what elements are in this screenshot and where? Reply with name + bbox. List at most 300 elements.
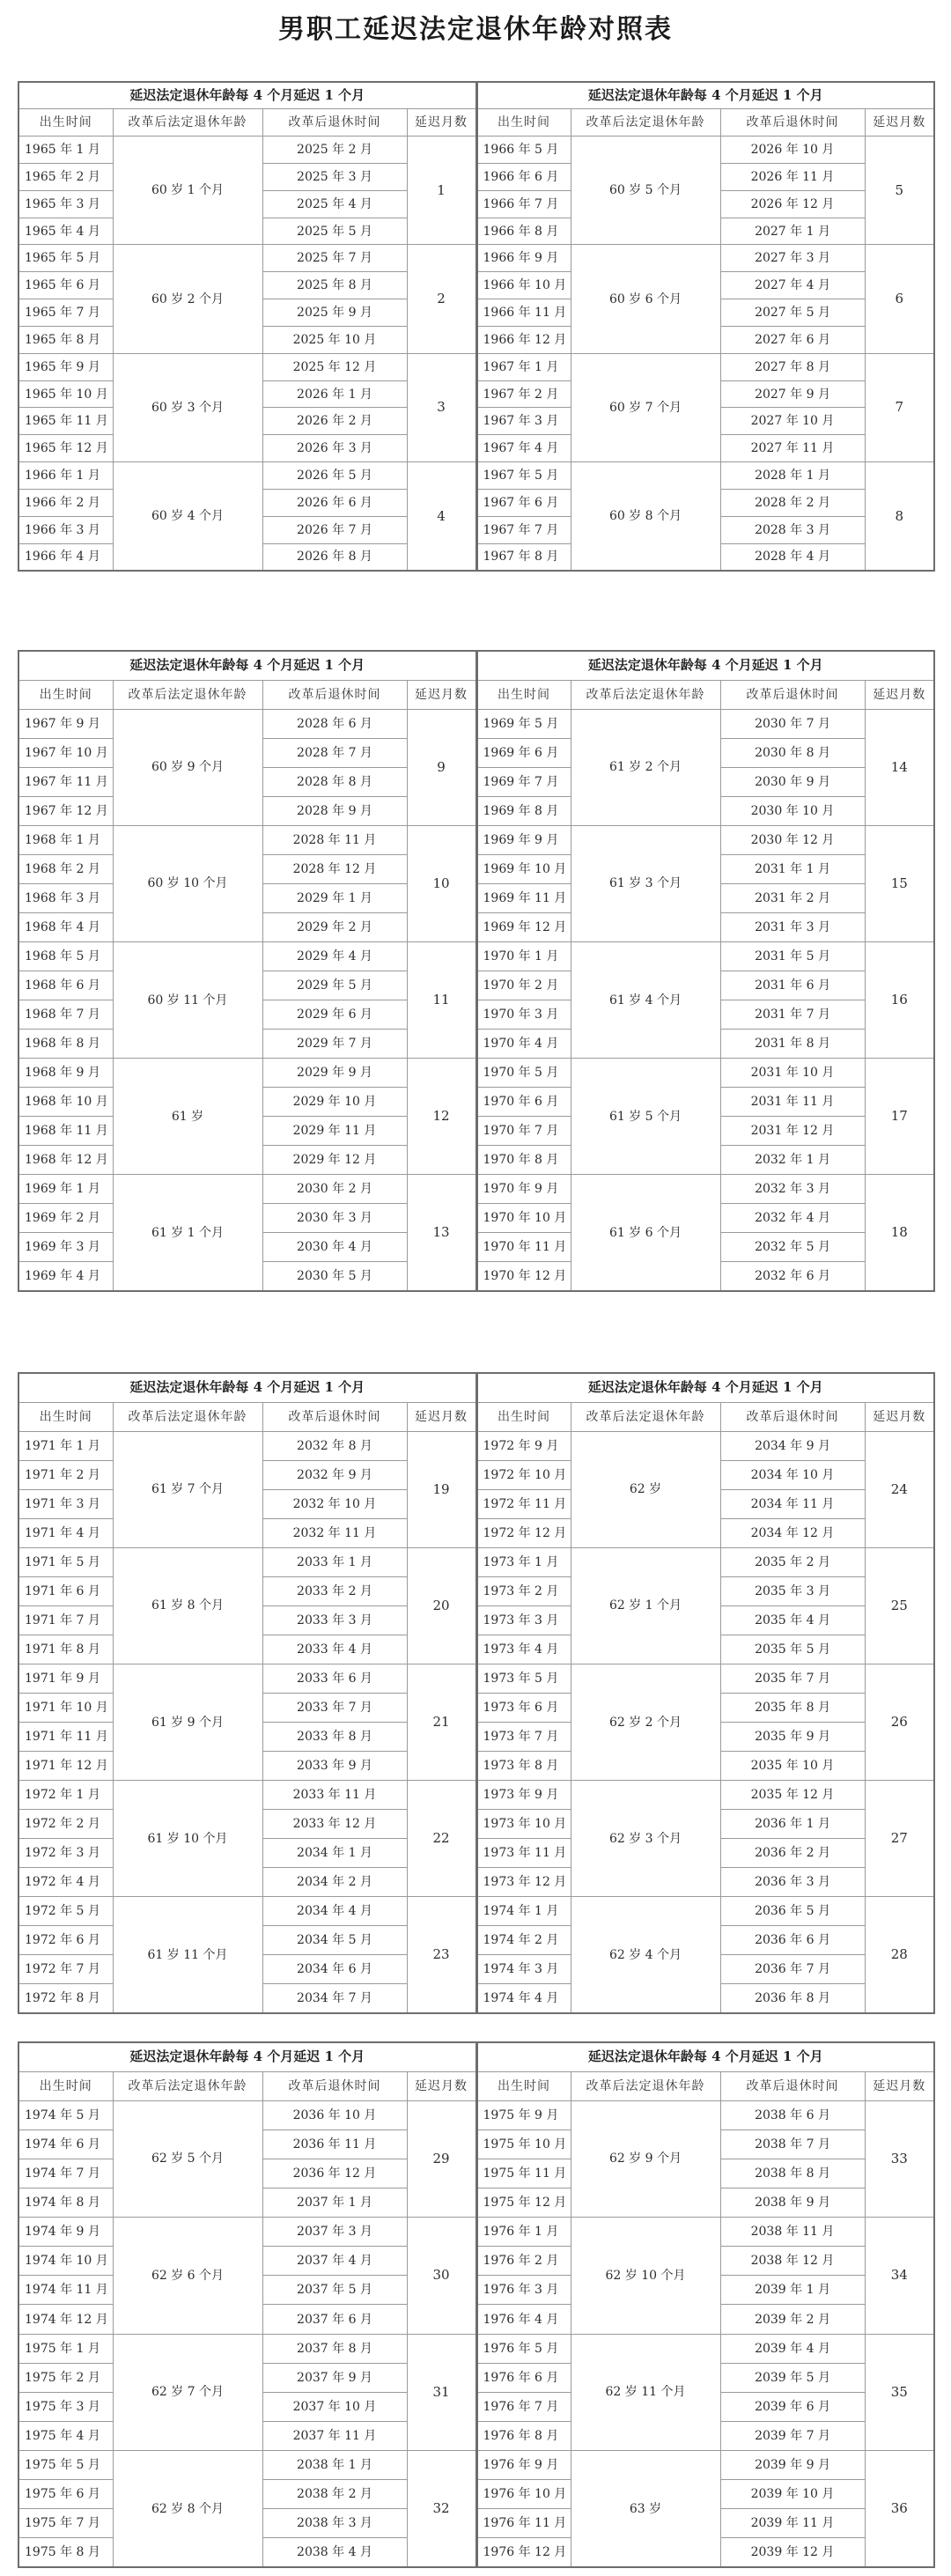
retirement-time-cell: 2034 年 9 月 xyxy=(720,1431,865,1460)
retirement-time-cell: 2032 年 5 月 xyxy=(720,1233,865,1262)
birth-date-cell: 1974 年 5 月 xyxy=(18,2100,113,2129)
birth-date-cell: 1965 年 2 月 xyxy=(18,163,113,190)
retirement-time-cell: 2033 年 9 月 xyxy=(262,1752,407,1781)
column-header-row xyxy=(18,1402,934,1431)
retirement-time-cell: 2027 年 9 月 xyxy=(720,380,865,408)
retirement-time-cell: 2037 年 4 月 xyxy=(262,2247,407,2276)
retirement-time-cell: 2035 年 2 月 xyxy=(720,1547,865,1576)
retirement-time-cell: 2038 年 8 月 xyxy=(720,2159,865,2188)
birth-date-cell: 1969 年 9 月 xyxy=(476,825,571,854)
retirement-time-cell: 2026 年 11 月 xyxy=(720,163,865,190)
delay-months-cell: 28 xyxy=(865,1897,934,2013)
retirement-time-cell: 2038 年 12 月 xyxy=(720,2247,865,2276)
retirement-time-cell: 2028 年 4 月 xyxy=(720,543,865,571)
table-row xyxy=(18,2100,934,2129)
retirement-time-cell: 2029 年 11 月 xyxy=(262,1117,407,1146)
table-row xyxy=(18,2334,934,2363)
column-header-birth: 出生时间 xyxy=(18,2071,113,2100)
retirement-time-cell: 2035 年 8 月 xyxy=(720,1694,865,1723)
birth-date-cell: 1969 年 5 月 xyxy=(476,709,571,738)
retirement-time-cell: 2029 年 12 月 xyxy=(262,1146,407,1175)
retirement-time-cell: 2026 年 10 月 xyxy=(720,137,865,164)
retirement-time-cell: 2036 年 11 月 xyxy=(262,2129,407,2159)
birth-date-cell: 1971 年 12 月 xyxy=(18,1752,113,1781)
birth-date-cell: 1971 年 6 月 xyxy=(18,1576,113,1605)
birth-date-cell: 1970 年 11 月 xyxy=(476,1233,571,1262)
retirement-age-cell: 62 岁 9 个月 xyxy=(571,2100,720,2217)
birth-date-cell: 1971 年 3 月 xyxy=(18,1489,113,1518)
birth-date-cell: 1967 年 4 月 xyxy=(476,435,571,462)
retirement-time-cell: 2037 年 3 月 xyxy=(262,2218,407,2247)
birth-date-cell: 1975 年 6 月 xyxy=(18,2480,113,2509)
delay-months-cell: 9 xyxy=(407,709,476,825)
banner-cell: 延迟法定退休年龄每 4 个月延迟 1 个月 xyxy=(18,2042,476,2071)
column-header-age: 改革后法定退休年龄 xyxy=(571,1402,720,1431)
birth-date-cell: 1969 年 4 月 xyxy=(18,1262,113,1291)
delay-months-cell: 5 xyxy=(865,137,934,245)
birth-date-cell: 1969 年 12 月 xyxy=(476,912,571,941)
retirement-time-cell: 2031 年 2 月 xyxy=(720,883,865,912)
retirement-time-cell: 2038 年 3 月 xyxy=(262,2509,407,2538)
birth-date-cell: 1973 年 5 月 xyxy=(476,1664,571,1693)
birth-date-cell: 1966 年 6 月 xyxy=(476,163,571,190)
birth-date-cell: 1974 年 4 月 xyxy=(476,1984,571,2013)
retirement-age-cell: 61 岁 3 个月 xyxy=(571,825,720,941)
retirement-time-cell: 2036 年 12 月 xyxy=(262,2159,407,2188)
birth-date-cell: 1966 年 10 月 xyxy=(476,272,571,299)
retirement-time-cell: 2029 年 2 月 xyxy=(262,912,407,941)
birth-date-cell: 1973 年 1 月 xyxy=(476,1547,571,1576)
birth-date-cell: 1965 年 7 月 xyxy=(18,299,113,327)
birth-date-cell: 1965 年 12 月 xyxy=(18,435,113,462)
retirement-time-cell: 2028 年 6 月 xyxy=(262,709,407,738)
retirement-time-cell: 2035 年 3 月 xyxy=(720,1576,865,1605)
birth-date-cell: 1972 年 7 月 xyxy=(18,1955,113,1984)
table-row xyxy=(18,137,934,164)
retirement-table xyxy=(18,81,935,572)
banner-cell: 延迟法定退休年龄每 4 个月延迟 1 个月 xyxy=(18,82,476,109)
birth-date-cell: 1970 年 1 月 xyxy=(476,941,571,971)
delay-months-cell: 13 xyxy=(407,1175,476,1291)
birth-date-cell: 1972 年 11 月 xyxy=(476,1489,571,1518)
birth-date-cell: 1968 年 3 月 xyxy=(18,883,113,912)
retirement-time-cell: 2031 年 7 月 xyxy=(720,1000,865,1030)
column-header-months: 延迟月数 xyxy=(865,109,934,137)
birth-date-cell: 1975 年 12 月 xyxy=(476,2188,571,2218)
banner-cell: 延迟法定退休年龄每 4 个月延迟 1 个月 xyxy=(476,651,934,680)
retirement-time-cell: 2039 年 11 月 xyxy=(720,2509,865,2538)
birth-date-cell: 1971 年 10 月 xyxy=(18,1694,113,1723)
retirement-age-cell: 60 岁 10 个月 xyxy=(113,825,262,941)
column-header-time: 改革后退休时间 xyxy=(720,1402,865,1431)
birth-date-cell: 1972 年 1 月 xyxy=(18,1781,113,1810)
birth-date-cell: 1967 年 1 月 xyxy=(476,353,571,380)
table-row xyxy=(18,462,934,490)
birth-date-cell: 1975 年 11 月 xyxy=(476,2159,571,2188)
retirement-time-cell: 2031 年 1 月 xyxy=(720,854,865,883)
table-row xyxy=(18,2451,934,2480)
birth-date-cell: 1975 年 8 月 xyxy=(18,2538,113,2567)
retirement-time-cell: 2036 年 5 月 xyxy=(720,1897,865,1926)
retirement-time-cell: 2026 年 7 月 xyxy=(262,516,407,543)
birth-date-cell: 1972 年 8 月 xyxy=(18,1984,113,2013)
birth-date-cell: 1968 年 9 月 xyxy=(18,1059,113,1088)
retirement-time-cell: 2032 年 4 月 xyxy=(720,1204,865,1233)
retirement-age-cell: 61 岁 6 个月 xyxy=(571,1175,720,1291)
retirement-time-cell: 2031 年 8 月 xyxy=(720,1030,865,1059)
birth-date-cell: 1967 年 12 月 xyxy=(18,796,113,825)
birth-date-cell: 1976 年 11 月 xyxy=(476,2509,571,2538)
retirement-age-cell: 62 岁 xyxy=(571,1431,720,1547)
delay-months-cell: 24 xyxy=(865,1431,934,1547)
birth-date-cell: 1970 年 6 月 xyxy=(476,1088,571,1117)
retirement-time-cell: 2036 年 1 月 xyxy=(720,1810,865,1839)
column-header-row xyxy=(18,2071,934,2100)
retirement-time-cell: 2025 年 7 月 xyxy=(262,245,407,272)
column-header-months: 延迟月数 xyxy=(865,680,934,709)
retirement-time-cell: 2033 年 12 月 xyxy=(262,1810,407,1839)
retirement-time-cell: 2031 年 12 月 xyxy=(720,1117,865,1146)
column-header-time: 改革后退休时间 xyxy=(262,680,407,709)
birth-date-cell: 1968 年 5 月 xyxy=(18,941,113,971)
retirement-age-cell: 60 岁 11 个月 xyxy=(113,941,262,1058)
retirement-age-cell: 62 岁 3 个月 xyxy=(571,1781,720,1897)
birth-date-cell: 1969 年 6 月 xyxy=(476,738,571,767)
delay-months-cell: 22 xyxy=(407,1781,476,1897)
birth-date-cell: 1975 年 7 月 xyxy=(18,2509,113,2538)
retirement-time-cell: 2029 年 10 月 xyxy=(262,1088,407,1117)
retirement-time-cell: 2028 年 2 月 xyxy=(720,489,865,516)
birth-date-cell: 1973 年 7 月 xyxy=(476,1723,571,1752)
retirement-time-cell: 2028 年 9 月 xyxy=(262,796,407,825)
birth-date-cell: 1976 年 7 月 xyxy=(476,2392,571,2421)
birth-date-cell: 1965 年 10 月 xyxy=(18,380,113,408)
birth-date-cell: 1965 年 11 月 xyxy=(18,408,113,435)
retirement-time-cell: 2033 年 11 月 xyxy=(262,1781,407,1810)
retirement-age-cell: 62 岁 1 个月 xyxy=(571,1547,720,1664)
delay-months-cell: 11 xyxy=(407,941,476,1058)
birth-date-cell: 1973 年 3 月 xyxy=(476,1605,571,1635)
table-row xyxy=(18,245,934,272)
retirement-time-cell: 2039 年 6 月 xyxy=(720,2392,865,2421)
retirement-time-cell: 2032 年 3 月 xyxy=(720,1175,865,1204)
retirement-age-cell: 62 岁 5 个月 xyxy=(113,2100,262,2217)
retirement-age-cell: 60 岁 5 个月 xyxy=(571,137,720,245)
retirement-age-cell: 61 岁 xyxy=(113,1059,262,1175)
retirement-time-cell: 2030 年 3 月 xyxy=(262,1204,407,1233)
delay-months-cell: 32 xyxy=(407,2451,476,2567)
retirement-time-cell: 2031 年 5 月 xyxy=(720,941,865,971)
retirement-time-cell: 2026 年 12 月 xyxy=(720,190,865,218)
retirement-table-block-4 xyxy=(18,2041,933,2566)
birth-date-cell: 1974 年 11 月 xyxy=(18,2276,113,2305)
birth-date-cell: 1974 年 2 月 xyxy=(476,1926,571,1955)
retirement-time-cell: 2035 年 12 月 xyxy=(720,1781,865,1810)
delay-months-cell: 27 xyxy=(865,1781,934,1897)
retirement-time-cell: 2033 年 6 月 xyxy=(262,1664,407,1693)
retirement-time-cell: 2036 年 7 月 xyxy=(720,1955,865,1984)
birth-date-cell: 1972 年 4 月 xyxy=(18,1868,113,1897)
retirement-time-cell: 2028 年 12 月 xyxy=(262,854,407,883)
retirement-time-cell: 2025 年 4 月 xyxy=(262,190,407,218)
delay-months-cell: 20 xyxy=(407,1547,476,1664)
delay-months-cell: 1 xyxy=(407,137,476,245)
birth-date-cell: 1975 年 10 月 xyxy=(476,2129,571,2159)
retirement-time-cell: 2029 年 1 月 xyxy=(262,883,407,912)
retirement-table xyxy=(18,650,935,1292)
retirement-time-cell: 2027 年 10 月 xyxy=(720,408,865,435)
birth-date-cell: 1974 年 1 月 xyxy=(476,1897,571,1926)
retirement-age-cell: 61 岁 8 个月 xyxy=(113,1547,262,1664)
column-header-time: 改革后退休时间 xyxy=(262,1402,407,1431)
birth-date-cell: 1974 年 6 月 xyxy=(18,2129,113,2159)
birth-date-cell: 1975 年 5 月 xyxy=(18,2451,113,2480)
retirement-age-cell: 62 岁 4 个月 xyxy=(571,1897,720,2013)
birth-date-cell: 1976 年 10 月 xyxy=(476,2480,571,2509)
column-header-age: 改革后法定退休年龄 xyxy=(113,2071,262,2100)
retirement-table xyxy=(18,2041,935,2568)
delay-months-cell: 2 xyxy=(407,245,476,353)
birth-date-cell: 1965 年 3 月 xyxy=(18,190,113,218)
retirement-time-cell: 2030 年 5 月 xyxy=(262,1262,407,1291)
retirement-time-cell: 2033 年 7 月 xyxy=(262,1694,407,1723)
column-header-months: 延迟月数 xyxy=(407,1402,476,1431)
column-header-birth: 出生时间 xyxy=(476,109,571,137)
retirement-time-cell: 2026 年 3 月 xyxy=(262,435,407,462)
birth-date-cell: 1968 年 10 月 xyxy=(18,1088,113,1117)
birth-date-cell: 1976 年 1 月 xyxy=(476,2218,571,2247)
birth-date-cell: 1966 年 2 月 xyxy=(18,489,113,516)
retirement-time-cell: 2027 年 6 月 xyxy=(720,326,865,353)
birth-date-cell: 1967 年 3 月 xyxy=(476,408,571,435)
delay-months-cell: 29 xyxy=(407,2100,476,2217)
birth-date-cell: 1976 年 8 月 xyxy=(476,2421,571,2450)
table-row xyxy=(18,1664,934,1693)
retirement-time-cell: 2026 年 6 月 xyxy=(262,489,407,516)
retirement-time-cell: 2038 年 2 月 xyxy=(262,2480,407,2509)
column-header-birth: 出生时间 xyxy=(18,109,113,137)
retirement-time-cell: 2025 年 8 月 xyxy=(262,272,407,299)
birth-date-cell: 1976 年 2 月 xyxy=(476,2247,571,2276)
birth-date-cell: 1965 年 4 月 xyxy=(18,218,113,245)
birth-date-cell: 1970 年 5 月 xyxy=(476,1059,571,1088)
retirement-time-cell: 2025 年 5 月 xyxy=(262,218,407,245)
column-header-time: 改革后退休时间 xyxy=(262,109,407,137)
retirement-time-cell: 2027 年 3 月 xyxy=(720,245,865,272)
retirement-time-cell: 2035 年 10 月 xyxy=(720,1752,865,1781)
birth-date-cell: 1968 年 11 月 xyxy=(18,1117,113,1146)
retirement-time-cell: 2029 年 7 月 xyxy=(262,1030,407,1059)
retirement-age-cell: 60 岁 8 个月 xyxy=(571,462,720,571)
retirement-time-cell: 2037 年 8 月 xyxy=(262,2334,407,2363)
birth-date-cell: 1973 年 9 月 xyxy=(476,1781,571,1810)
retirement-time-cell: 2026 年 1 月 xyxy=(262,380,407,408)
retirement-time-cell: 2033 年 4 月 xyxy=(262,1635,407,1664)
delay-months-cell: 7 xyxy=(865,353,934,461)
birth-date-cell: 1970 年 9 月 xyxy=(476,1175,571,1204)
birth-date-cell: 1976 年 9 月 xyxy=(476,2451,571,2480)
retirement-time-cell: 2038 年 6 月 xyxy=(720,2100,865,2129)
table-row xyxy=(18,1897,934,1926)
retirement-time-cell: 2036 年 2 月 xyxy=(720,1839,865,1868)
retirement-age-cell: 62 岁 6 个月 xyxy=(113,2218,262,2334)
birth-date-cell: 1971 年 5 月 xyxy=(18,1547,113,1576)
birth-date-cell: 1968 年 7 月 xyxy=(18,1000,113,1030)
retirement-time-cell: 2032 年 10 月 xyxy=(262,1489,407,1518)
retirement-time-cell: 2034 年 10 月 xyxy=(720,1460,865,1489)
birth-date-cell: 1973 年 8 月 xyxy=(476,1752,571,1781)
column-header-months: 延迟月数 xyxy=(407,680,476,709)
birth-date-cell: 1971 年 2 月 xyxy=(18,1460,113,1489)
retirement-time-cell: 2031 年 11 月 xyxy=(720,1088,865,1117)
birth-date-cell: 1967 年 6 月 xyxy=(476,489,571,516)
page-title: 男职工延迟法定退休年龄对照表 xyxy=(278,14,673,45)
birth-date-cell: 1971 年 8 月 xyxy=(18,1635,113,1664)
delay-months-cell: 18 xyxy=(865,1175,934,1291)
birth-date-cell: 1970 年 10 月 xyxy=(476,1204,571,1233)
birth-date-cell: 1971 年 9 月 xyxy=(18,1664,113,1693)
retirement-age-cell: 62 岁 2 个月 xyxy=(571,1664,720,1780)
column-header-birth: 出生时间 xyxy=(18,680,113,709)
birth-date-cell: 1972 年 6 月 xyxy=(18,1926,113,1955)
retirement-time-cell: 2025 年 2 月 xyxy=(262,137,407,164)
retirement-time-cell: 2034 年 4 月 xyxy=(262,1897,407,1926)
birth-date-cell: 1973 年 12 月 xyxy=(476,1868,571,1897)
retirement-age-cell: 60 岁 2 个月 xyxy=(113,245,262,353)
retirement-table-block-3 xyxy=(18,1372,933,2012)
retirement-time-cell: 2030 年 8 月 xyxy=(720,738,865,767)
banner-cell: 延迟法定退休年龄每 4 个月延迟 1 个月 xyxy=(18,651,476,680)
retirement-age-cell: 62 岁 10 个月 xyxy=(571,2218,720,2334)
retirement-age-cell: 60 岁 7 个月 xyxy=(571,353,720,461)
birth-date-cell: 1966 年 12 月 xyxy=(476,326,571,353)
delay-months-cell: 4 xyxy=(407,462,476,571)
birth-date-cell: 1971 年 1 月 xyxy=(18,1431,113,1460)
birth-date-cell: 1973 年 2 月 xyxy=(476,1576,571,1605)
delay-months-cell: 14 xyxy=(865,709,934,825)
retirement-age-cell: 60 岁 4 个月 xyxy=(113,462,262,571)
birth-date-cell: 1968 年 2 月 xyxy=(18,854,113,883)
table-row xyxy=(18,1431,934,1460)
retirement-time-cell: 2034 年 7 月 xyxy=(262,1984,407,2013)
retirement-time-cell: 2029 年 4 月 xyxy=(262,941,407,971)
retirement-time-cell: 2037 年 6 月 xyxy=(262,2305,407,2334)
birth-date-cell: 1972 年 10 月 xyxy=(476,1460,571,1489)
column-header-birth: 出生时间 xyxy=(18,1402,113,1431)
birth-date-cell: 1967 年 8 月 xyxy=(476,543,571,571)
retirement-time-cell: 2030 年 10 月 xyxy=(720,796,865,825)
retirement-time-cell: 2027 年 5 月 xyxy=(720,299,865,327)
retirement-time-cell: 2030 年 4 月 xyxy=(262,1233,407,1262)
retirement-time-cell: 2031 年 3 月 xyxy=(720,912,865,941)
birth-date-cell: 1976 年 12 月 xyxy=(476,2538,571,2567)
column-header-row xyxy=(18,109,934,137)
retirement-time-cell: 2030 年 12 月 xyxy=(720,825,865,854)
banner-row xyxy=(18,651,934,680)
birth-date-cell: 1969 年 7 月 xyxy=(476,767,571,796)
retirement-time-cell: 2039 年 7 月 xyxy=(720,2421,865,2450)
retirement-age-cell: 60 岁 6 个月 xyxy=(571,245,720,353)
retirement-time-cell: 2028 年 3 月 xyxy=(720,516,865,543)
birth-date-cell: 1969 年 2 月 xyxy=(18,1204,113,1233)
retirement-age-cell: 61 岁 4 个月 xyxy=(571,941,720,1058)
birth-date-cell: 1973 年 10 月 xyxy=(476,1810,571,1839)
retirement-time-cell: 2035 年 4 月 xyxy=(720,1605,865,1635)
birth-date-cell: 1972 年 9 月 xyxy=(476,1431,571,1460)
retirement-time-cell: 2027 年 8 月 xyxy=(720,353,865,380)
birth-date-cell: 1967 年 5 月 xyxy=(476,462,571,490)
birth-date-cell: 1972 年 12 月 xyxy=(476,1518,571,1547)
retirement-time-cell: 2032 年 9 月 xyxy=(262,1460,407,1489)
retirement-time-cell: 2032 年 8 月 xyxy=(262,1431,407,1460)
table-row xyxy=(18,709,934,738)
birth-date-cell: 1974 年 3 月 xyxy=(476,1955,571,1984)
birth-date-cell: 1965 年 8 月 xyxy=(18,326,113,353)
birth-date-cell: 1971 年 4 月 xyxy=(18,1518,113,1547)
birth-date-cell: 1969 年 3 月 xyxy=(18,1233,113,1262)
retirement-time-cell: 2031 年 6 月 xyxy=(720,971,865,1000)
birth-date-cell: 1973 年 4 月 xyxy=(476,1635,571,1664)
table-row xyxy=(18,353,934,380)
birth-date-cell: 1972 年 3 月 xyxy=(18,1839,113,1868)
delay-months-cell: 15 xyxy=(865,825,934,941)
delay-months-cell: 8 xyxy=(865,462,934,571)
retirement-age-cell: 62 岁 11 个月 xyxy=(571,2334,720,2450)
column-header-time: 改革后退休时间 xyxy=(720,2071,865,2100)
birth-date-cell: 1969 年 11 月 xyxy=(476,883,571,912)
banner-row xyxy=(18,2042,934,2071)
retirement-time-cell: 2026 年 5 月 xyxy=(262,462,407,490)
table-row xyxy=(18,1547,934,1576)
retirement-time-cell: 2037 年 11 月 xyxy=(262,2421,407,2450)
retirement-time-cell: 2028 年 1 月 xyxy=(720,462,865,490)
birth-date-cell: 1965 年 5 月 xyxy=(18,245,113,272)
column-header-time: 改革后退休时间 xyxy=(720,680,865,709)
retirement-time-cell: 2036 年 6 月 xyxy=(720,1926,865,1955)
retirement-time-cell: 2033 年 8 月 xyxy=(262,1723,407,1752)
birth-date-cell: 1967 年 2 月 xyxy=(476,380,571,408)
retirement-time-cell: 2039 年 10 月 xyxy=(720,2480,865,2509)
birth-date-cell: 1970 年 12 月 xyxy=(476,1262,571,1291)
birth-date-cell: 1967 年 9 月 xyxy=(18,709,113,738)
column-header-birth: 出生时间 xyxy=(476,2071,571,2100)
retirement-time-cell: 2034 年 1 月 xyxy=(262,1839,407,1868)
column-header-age: 改革后法定退休年龄 xyxy=(571,2071,720,2100)
retirement-time-cell: 2032 年 6 月 xyxy=(720,1262,865,1291)
retirement-time-cell: 2025 年 9 月 xyxy=(262,299,407,327)
retirement-time-cell: 2027 年 11 月 xyxy=(720,435,865,462)
birth-date-cell: 1969 年 1 月 xyxy=(18,1175,113,1204)
birth-date-cell: 1967 年 11 月 xyxy=(18,767,113,796)
column-header-age: 改革后法定退休年龄 xyxy=(113,680,262,709)
birth-date-cell: 1966 年 1 月 xyxy=(18,462,113,490)
retirement-time-cell: 2038 年 7 月 xyxy=(720,2129,865,2159)
retirement-time-cell: 2039 年 1 月 xyxy=(720,2276,865,2305)
delay-months-cell: 23 xyxy=(407,1897,476,2013)
retirement-time-cell: 2030 年 2 月 xyxy=(262,1175,407,1204)
retirement-age-cell: 62 岁 7 个月 xyxy=(113,2334,262,2450)
table-row xyxy=(18,2218,934,2247)
table-row xyxy=(18,1781,934,1810)
birth-date-cell: 1976 年 6 月 xyxy=(476,2363,571,2392)
retirement-age-cell: 61 岁 1 个月 xyxy=(113,1175,262,1291)
retirement-table xyxy=(18,1372,935,2014)
birth-date-cell: 1968 年 8 月 xyxy=(18,1030,113,1059)
birth-date-cell: 1966 年 8 月 xyxy=(476,218,571,245)
table-row xyxy=(18,825,934,854)
column-header-age: 改革后法定退休年龄 xyxy=(571,680,720,709)
retirement-time-cell: 2033 年 3 月 xyxy=(262,1605,407,1635)
